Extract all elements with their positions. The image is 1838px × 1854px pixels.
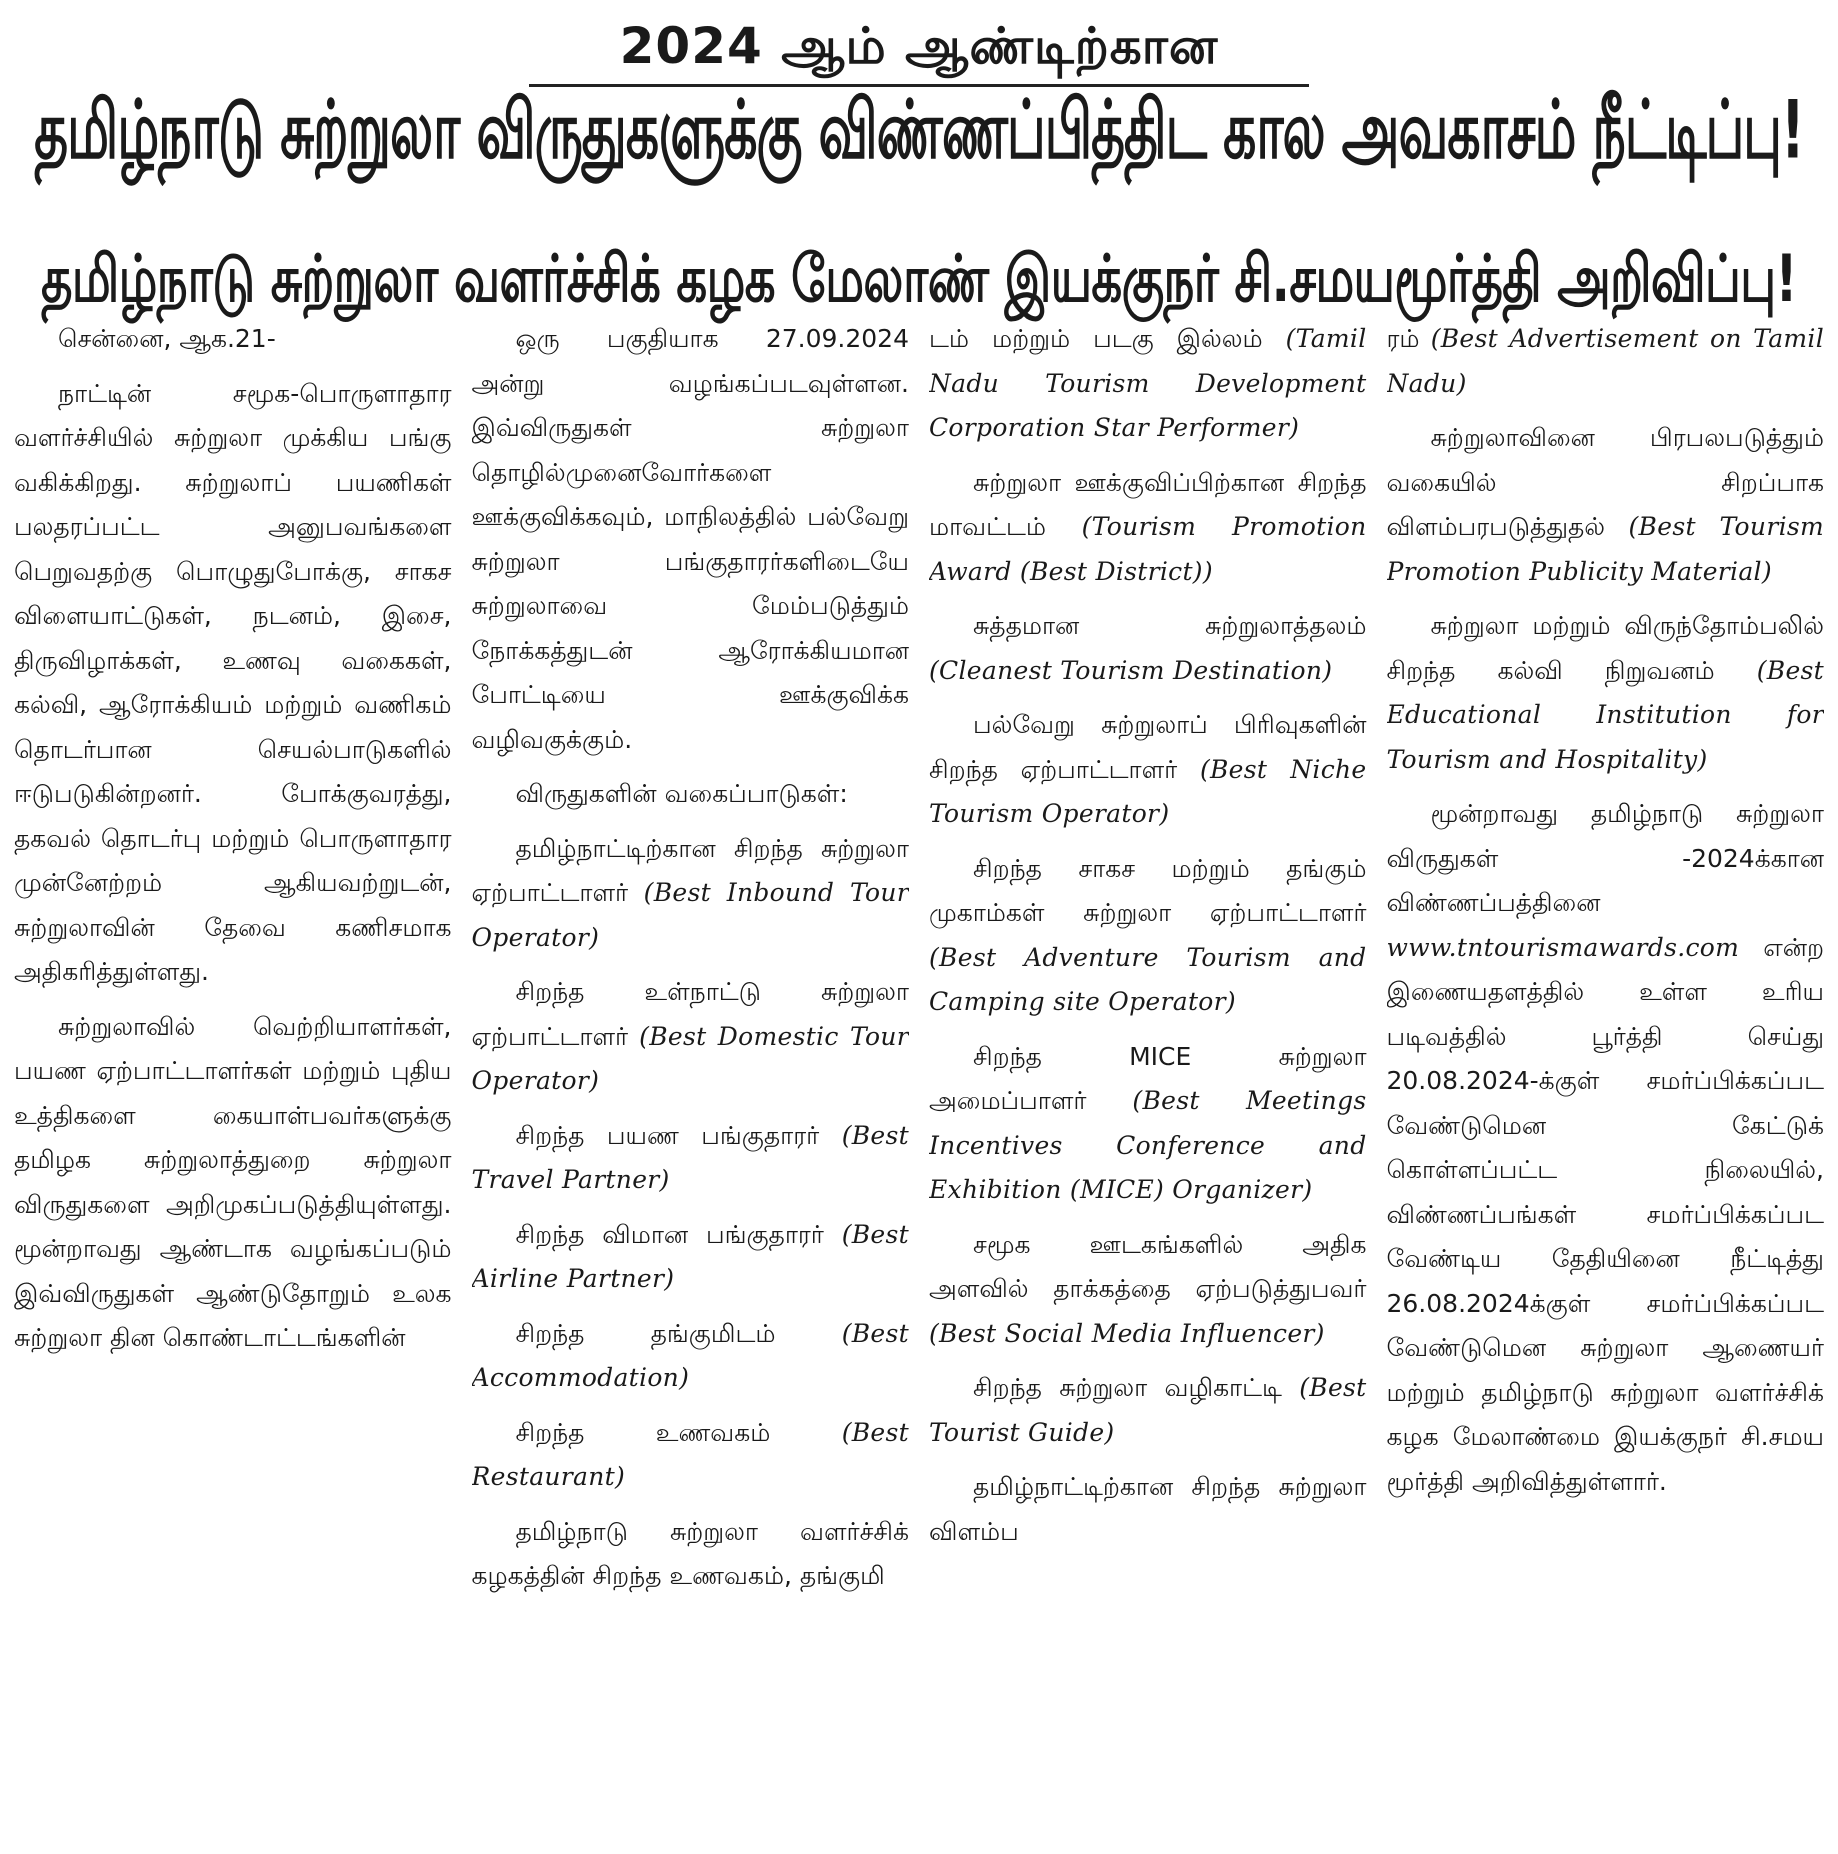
article-paragraph xyxy=(929,1465,1367,1554)
english-award-name: (Best Adventure Tourism and Camping site Operator) xyxy=(929,942,1367,1016)
article-paragraph xyxy=(929,1035,1367,1213)
article-paragraph xyxy=(929,703,1367,837)
paragraph-text: தமிழ்நாட்டிற்கான சிறந்த சுற்றுலா ஏற்பாட்டாளர் xyxy=(471,833,909,907)
english-award-name: (Tourism Promotion Award (Best District)) xyxy=(929,512,1367,586)
english-award-name: (Best Travel Partner) xyxy=(471,1120,909,1194)
paragraph-text: சிறந்த பயண பங்குதாரர் xyxy=(515,1120,820,1150)
paragraph-text: தமிழ்நாட்டிற்கான சிறந்த சுற்றுலா விளம்ப xyxy=(929,1472,1367,1546)
article-paragraph xyxy=(1387,416,1825,594)
article-paragraph xyxy=(472,1510,910,1599)
article-paragraph xyxy=(929,1366,1367,1455)
article-paragraph xyxy=(472,1213,910,1302)
paragraph-text: மூன்றாவது தமிழ்நாடு சுற்றுலா விருதுகள் -2024க்கான விண்ணப்பத்தினை xyxy=(1386,799,1824,917)
english-award-name: (Best Inbound Tour Operator) xyxy=(471,878,909,952)
paragraph-text: ரம் xyxy=(1386,324,1420,353)
paragraph-text: சிறந்த சாகச மற்றும் தங்கும் முகாம்கள் சுற்றுலா ஏற்பாட்டாளர் xyxy=(929,853,1367,927)
kicker-line: 2024 ஆம் ஆண்டிற்கான xyxy=(619,17,1219,75)
article-paragraph xyxy=(472,1312,910,1401)
article-paragraph xyxy=(472,1411,910,1500)
article-paragraph xyxy=(472,970,910,1104)
paragraph-text: சுற்றுலா மற்றும் விருந்தோம்பலில் சிறந்த கல்வி நிறுவனம் xyxy=(1386,611,1824,685)
paragraph-text-continued: என்ற இணையதளத்தில் உள்ள உரிய படிவத்தில் பூர்த்தி செய்து 20.08.2024-க்குள் சமர்ப்பிக்கப்பட வேண்டுமென கேட்டுக் கொள்ளப்பட்ட நிலையில், விண்ணப்பங்கள் சமர்ப்பிக்கப்பட வேண்டிய தேதியினை நீட்டித்து 26.08.2024க்குள் சமர்ப்பிக்கப்பட வேண்டுமென சுற்றுலா ஆணையர் மற்றும் தமிழ்நாடு சுற்றுலா வளர்ச்சிக் கழக மேலாண்மை இயக்குநர் சி.சமய மூர்த்தி அறிவித்துள்ளார். xyxy=(1386,932,1824,1496)
paragraph-text: சமூக ஊடகங்களில் அதிக அளவில் தாக்கத்தை ஏற்படுத்துபவர் xyxy=(929,1229,1367,1303)
article-paragraph xyxy=(929,847,1367,1025)
english-award-name: (Best Tourism Promotion Publicity Material) xyxy=(1386,512,1824,586)
paragraph-text: டம் மற்றும் படகு இல்லம் xyxy=(929,324,1263,353)
paragraph-text: ஒரு பகுதியாக 27.09.2024 அன்று வழங்கப்படவுள்ளன. இவ்விருதுகள் சுற்றுலா தொழில்முனைவோர்களை ஊக்குவிக்கவும், மாநிலத்தில் பல்வேறு சுற்றுலா பங்குதாரர்களிடையே சுற்றுலாவை மேம்படுத்தும் நோக்கத்துடன் ஆரோக்கியமான போட்டியை ஊக்குவிக்க வழிவகுக்கும். xyxy=(471,324,909,754)
english-award-name: (Best Social Media Influencer) xyxy=(929,1318,1325,1348)
paragraph-text: சுற்றுலாவினை பிரபலபடுத்தும் வகையில் சிறப்பாக விளம்பரபடுத்துதல் xyxy=(1386,423,1824,541)
article-columns xyxy=(14,317,1824,1787)
paragraph-text: விருதுகளின் வகைப்பாடுகள்: xyxy=(515,779,848,808)
paragraph-text: தமிழ்நாடு சுற்றுலா வளர்ச்சிக் கழகத்தின் சிறந்த உணவகம், தங்குமி xyxy=(471,1516,909,1590)
english-award-name: (Best Advertisement on Tamil Nadu) xyxy=(1386,324,1824,398)
article-paragraph xyxy=(472,772,910,817)
paragraph-text: சிறந்த தங்குமிடம் xyxy=(515,1318,776,1348)
article-paragraph xyxy=(929,604,1367,693)
english-award-name: (Best Accommodation) xyxy=(471,1318,909,1392)
article-paragraph xyxy=(472,317,910,762)
english-award-name: (Best Educational Institution for Tourism and Hospitality) xyxy=(1386,655,1824,774)
paragraph-text: சிறந்த உணவகம் xyxy=(515,1417,771,1447)
article-paragraph xyxy=(14,372,452,995)
paragraph-text: சிறந்த சுற்றுலா வழிகாட்டி xyxy=(973,1373,1282,1402)
english-award-name: www.tntourismawards.com xyxy=(1386,932,1740,962)
article-paragraph xyxy=(472,1114,910,1203)
paragraph-text: சுற்றுலா ஊக்குவிப்பிற்கான சிறந்த மாவட்டம் xyxy=(929,467,1367,541)
paragraph-text: சிறந்த MICE சுற்றுலா அமைப்பாளர் xyxy=(929,1041,1367,1115)
paragraph-text: நாட்டின் சமூக-பொருளாதார வளர்ச்சியில் சுற்றுலா முக்கிய பங்கு வகிக்கிறது. சுற்றுலாப் பயணிகள் பலதரப்பட்ட அனுபவங்களை பெறுவதற்கு பொழுதுபோக்கு, சாகச விளையாட்டுகள், நடனம், இசை, திருவிழாக்கள், உணவு வகைகள், கல்வி, ஆரோக்கியம் மற்றும் வணிகம் தொடர்பான செயல்பாடுகளில் ஈடுபடுகின்றனர். போக்குவரத்து, தகவல் தொடர்பு மற்றும் பொருளாதார முன்னேற்றம் ஆகியவற்றுடன், சுற்றுலாவின் தேவை கணிசமாக அதிகரித்துள்ளது. xyxy=(14,378,452,986)
paragraph-text: சிறந்த விமான பங்குதாரர் xyxy=(515,1219,824,1249)
article-paragraph xyxy=(929,1223,1367,1357)
article-paragraph xyxy=(472,827,910,961)
paragraph-text: சுத்தமான சுற்றுலாத்தலம் xyxy=(973,611,1367,640)
english-award-name: (Cleanest Tourism Destination) xyxy=(929,655,1333,685)
english-award-name: (Best Niche Tourism Operator) xyxy=(929,754,1367,828)
article-paragraph xyxy=(1387,604,1825,782)
english-award-name: (Best Airline Partner) xyxy=(471,1219,909,1293)
subheadline: தமிழ்நாடு சுற்றுலா வளர்ச்சிக் கழக மேலாண் இயக்குநர் சி.சமயமூர்த்தி அறிவிப்பு! xyxy=(41,241,1797,318)
column-2 xyxy=(472,317,910,1787)
english-award-name: (Best Tourist Guide) xyxy=(929,1373,1367,1447)
english-award-name: (Best Restaurant) xyxy=(471,1417,909,1491)
paragraph-text: சென்னை, ஆக.21- xyxy=(58,324,276,353)
english-award-name: (Best Meetings Incentives Conference and Exhibition (MICE) Organizer) xyxy=(929,1086,1367,1204)
english-award-name: (Tamil Nadu Tourism Development Corporation Star Performer) xyxy=(929,324,1367,442)
paragraph-text: பல்வேறு சுற்றுலாப் பிரிவுகளின் சிறந்த ஏற்பாட்டாளர் xyxy=(929,710,1367,784)
column-1 xyxy=(14,317,452,1787)
english-award-name: (Best Domestic Tour Operator) xyxy=(471,1021,909,1095)
article-paragraph xyxy=(14,1005,452,1361)
headline: தமிழ்நாடு சுற்றுலா விருதுகளுக்கு விண்ணப்பித்திட கால அவகாசம் நீட்டிப்பு! xyxy=(34,84,1804,178)
article-paragraph xyxy=(929,461,1367,595)
column-3 xyxy=(929,317,1367,1787)
article-paragraph xyxy=(1387,792,1825,1504)
paragraph-text: சுற்றுலாவில் வெற்றியாளர்கள், பயண ஏற்பாட்டாளர்கள் மற்றும் புதிய உத்திகளை கையாள்பவர்களுக்கு தமிழக சுற்றுலாத்துறை சுற்றுலா விருதுகளை அறிமுகப்படுத்தியுள்ளது. மூன்றாவது ஆண்டாக வழங்கப்படும் இவ்விருதுகள் ஆண்டுதோறும் உலக சுற்றுலா தின கொண்டாட்டங்களின் xyxy=(14,1011,452,1352)
column-4 xyxy=(1387,317,1825,1787)
paragraph-text: சிறந்த உள்நாட்டு சுற்றுலா ஏற்பாட்டாளர் xyxy=(471,977,909,1051)
